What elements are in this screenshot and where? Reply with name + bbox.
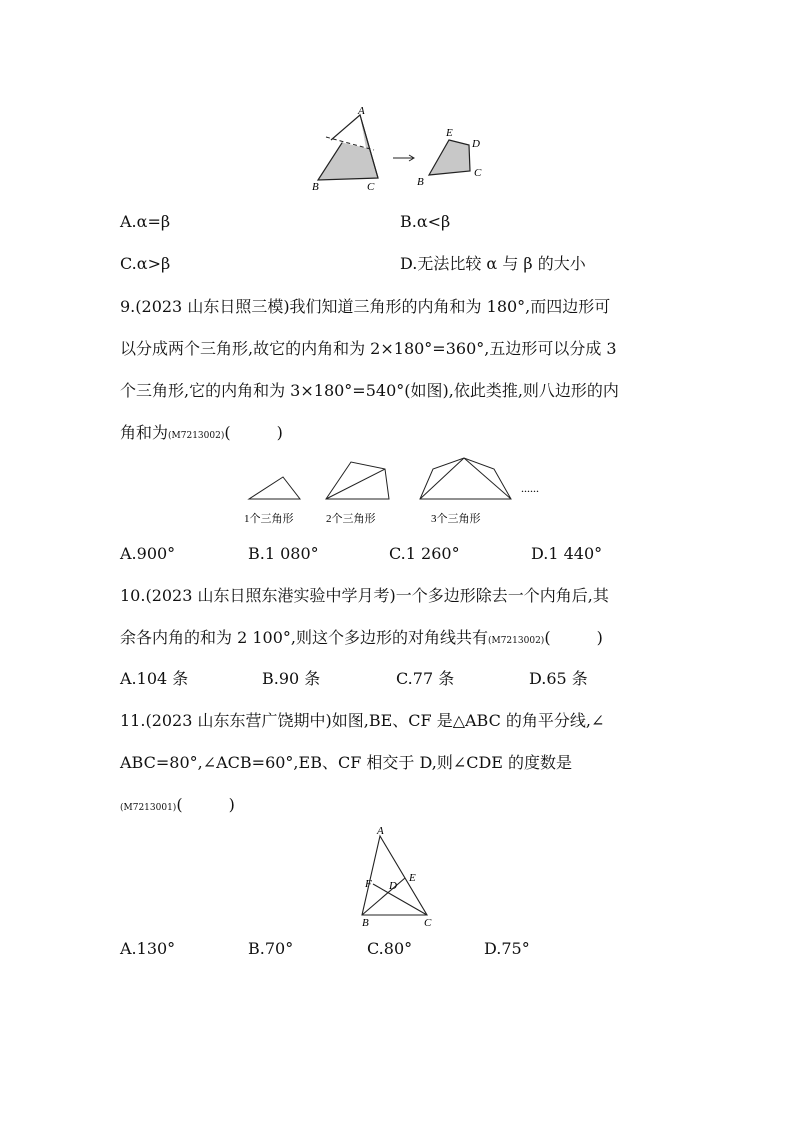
q9-pentagon	[420, 458, 511, 499]
q9-line-3: 个三角形,它的内角和为 3×180°=540°(如图),依此类推,则八边形的内	[120, 381, 619, 400]
q9-ellipsis: ......	[521, 481, 539, 495]
q9-paren-close: )	[276, 423, 283, 442]
q10-option-b[interactable]: B.90 条	[262, 669, 321, 688]
q9-paren-open: (	[224, 423, 231, 442]
q8-label-C: C	[367, 181, 375, 193]
q10-paren-close: )	[596, 628, 603, 647]
q8-label-B2: B	[417, 176, 424, 188]
q10-option-a[interactable]: A.104 条	[120, 669, 189, 688]
q9-triangle-1	[249, 477, 300, 499]
q9-option-b[interactable]: B.1 080°	[248, 544, 319, 563]
q10-line-2-text: 余各内角的和为 2 100°,则这个多边形的对角线共有	[120, 628, 488, 647]
q10-paren-open: (	[544, 628, 551, 647]
q11-option-a[interactable]: A.130°	[120, 939, 176, 958]
q10-option-d[interactable]: D.65 条	[529, 669, 588, 688]
q11-label-C: C	[424, 917, 432, 929]
q9-option-a[interactable]: A.900°	[120, 544, 176, 563]
q9-fig-label-1: 1个三角形	[244, 513, 294, 525]
q8-option-b[interactable]: B.α<β	[400, 212, 451, 231]
q8-label-C2: C	[474, 167, 482, 179]
q8-option-d[interactable]: D.无法比较 α 与 β 的大小	[400, 254, 586, 273]
q10-option-c[interactable]: C.77 条	[396, 669, 455, 688]
q9-line-2: 以分成两个三角形,故它的内角和为 2×180°=360°,五边形可以分成 3	[120, 339, 617, 358]
q11-line-2: ABC=80°,∠ACB=60°,EB、CF 相交于 D,则∠CDE 的度数是	[120, 753, 573, 772]
q11-label-E: E	[409, 872, 416, 884]
q9-code: (M7213002)	[168, 431, 225, 441]
q9-line-1: 9.(2023 山东日照三模)我们知道三角形的内角和为 180°,而四边形可	[120, 297, 611, 316]
q8-figure	[0, 0, 794, 200]
q11-figure	[0, 820, 794, 930]
q8-right-quadrilateral	[417, 127, 482, 188]
q9-option-c[interactable]: C.1 260°	[389, 544, 460, 563]
q11-line-3	[120, 795, 235, 818]
q10-code: (M7213002)	[487, 636, 545, 646]
q8-label-A: A	[358, 105, 365, 117]
q8-left-triangle	[312, 105, 378, 193]
q11-paren-close: )	[228, 795, 235, 814]
q8-option-a[interactable]: A.α=β	[120, 212, 171, 231]
q11-label-A: A	[377, 825, 384, 837]
q9-option-d[interactable]: D.1 440°	[531, 544, 603, 563]
q8-arrow	[393, 155, 414, 161]
q9-fig-label-3: 3个三角形	[431, 513, 481, 525]
q11-option-c[interactable]: C.80°	[367, 939, 413, 958]
bisector-cf	[373, 884, 427, 915]
q9-fig-label-2: 2个三角形	[326, 513, 376, 525]
q8-label-B: B	[312, 181, 319, 193]
q10-line-1: 10.(2023 山东日照东港实验中学月考)一个多边形除去一个内角后,其	[120, 586, 609, 605]
q10-line-2	[120, 628, 603, 651]
q11-paren-open: (	[176, 795, 183, 814]
q11-label-F: F	[365, 878, 372, 890]
q11-label-D: D	[389, 880, 397, 892]
q11-option-b[interactable]: B.70°	[248, 939, 294, 958]
q11-line-1: 11.(2023 山东东营广饶期中)如图,BE、CF 是△ABC 的角平分线,∠	[120, 711, 605, 730]
q9-line-4	[120, 423, 283, 446]
q11-triangle	[362, 836, 427, 915]
q8-label-E: E	[446, 127, 453, 139]
q9-figure	[0, 455, 794, 535]
q11-code: (M7213001)	[120, 803, 177, 813]
q11-label-B: B	[362, 917, 369, 929]
q9-line-4-text: 角和为	[120, 423, 169, 442]
q8-label-D: D	[472, 138, 480, 150]
q9-quadrilateral	[326, 462, 389, 499]
q11-option-d[interactable]: D.75°	[484, 939, 530, 958]
q8-option-c[interactable]: C.α>β	[120, 254, 171, 273]
